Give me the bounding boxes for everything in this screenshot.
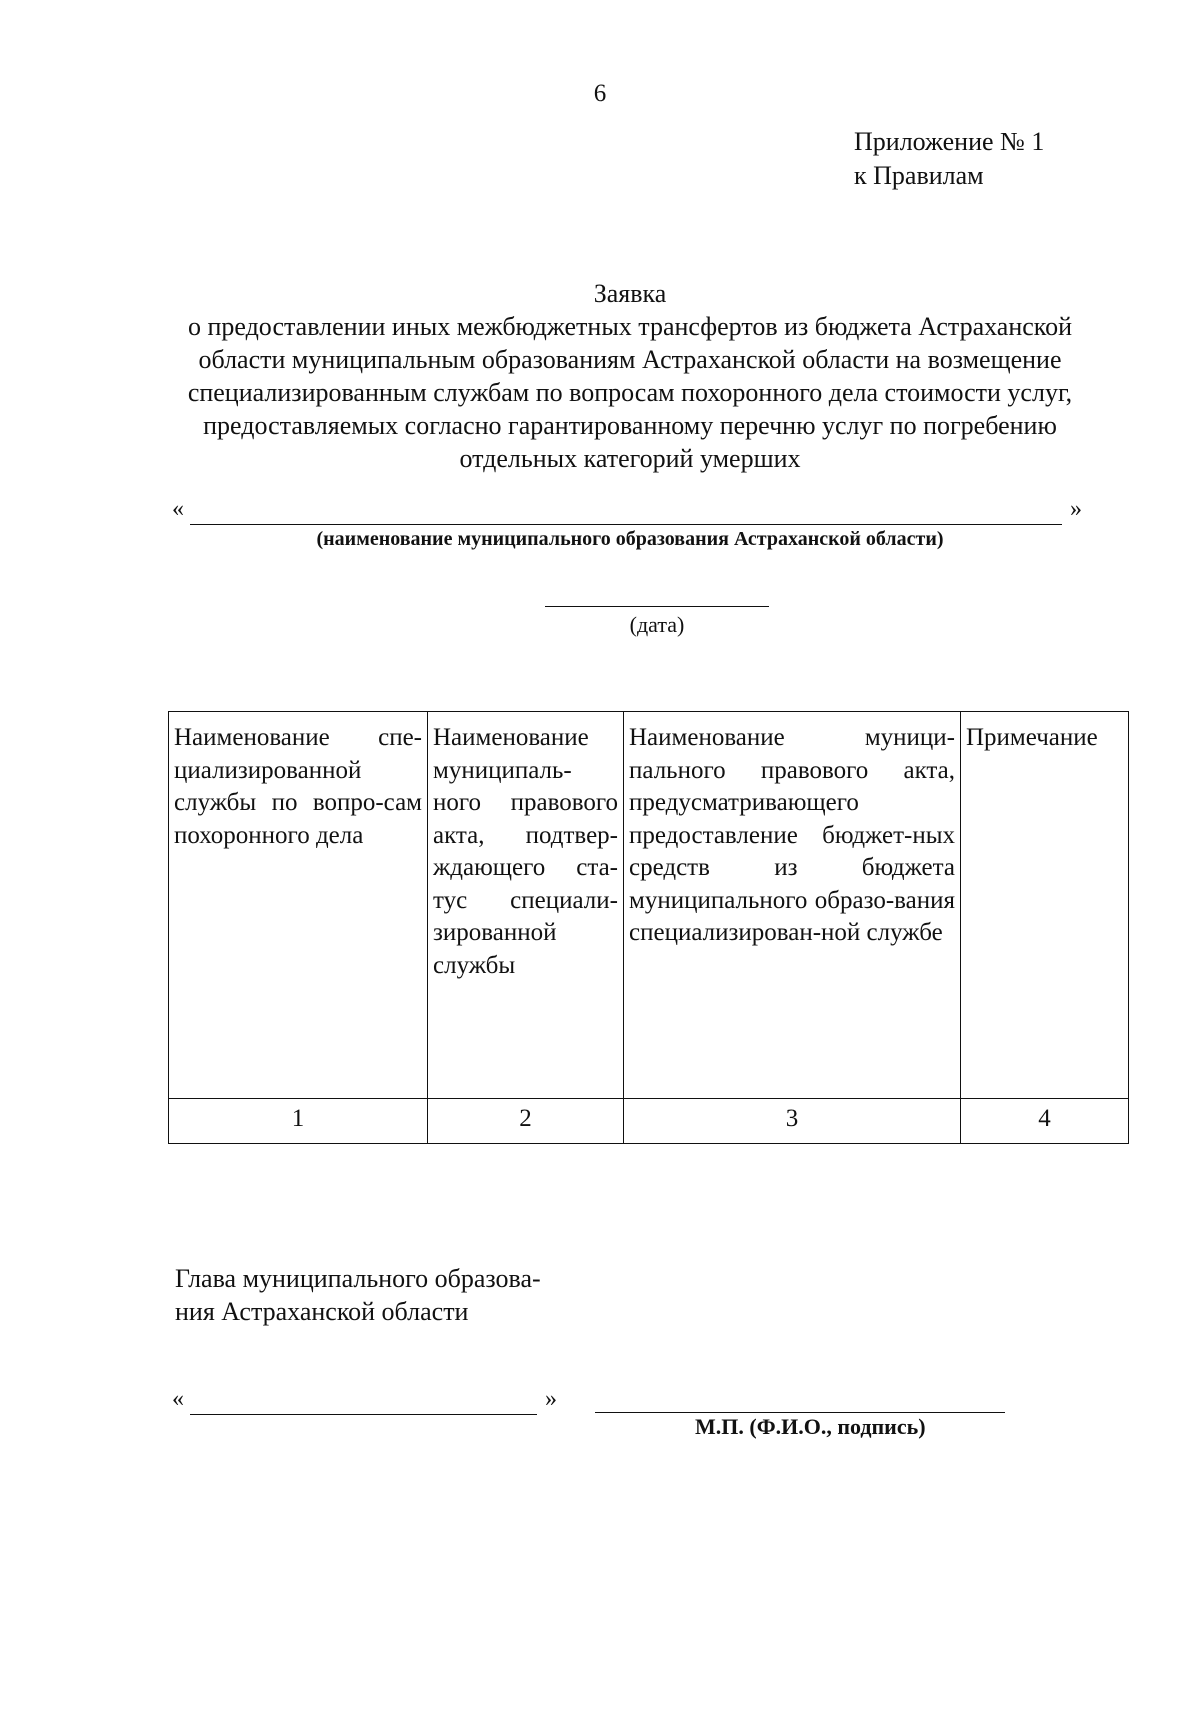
signature-caption: М.П. (Ф.И.О., подпись)	[695, 1414, 926, 1439]
column-number: 4	[961, 1099, 1129, 1144]
close-quote: »	[545, 1386, 557, 1412]
page-number: 6	[593, 80, 607, 107]
table-number-row	[169, 1099, 1129, 1144]
header-text: Наименование муниципаль-ного правового акта, подтвер-ждающего ста-тус специали-зированной службы	[433, 724, 618, 979]
header-cell-note	[961, 712, 1129, 1099]
annex-rules: к Правилам	[854, 161, 984, 190]
table-header-row	[169, 712, 1129, 1099]
date-field[interactable]	[545, 606, 769, 607]
municipality-caption: (наименование муниципального образования Астраханской области)	[316, 528, 944, 550]
header-cell-funding-act	[624, 712, 961, 1099]
close-quote: »	[1070, 496, 1082, 522]
header-text: Примечание	[966, 724, 1098, 751]
municipality-blank-line	[190, 524, 1062, 525]
signature-field[interactable]	[595, 1412, 1005, 1413]
document-title	[150, 277, 1110, 475]
title-line: о предоставлении иных межбюджетных трансфертов из бюджета Астраханской	[187, 312, 1073, 341]
header-text: Наименование муници-пального правового акта, предусматривающего предоставление бюджет-ных средств из бюджета муниципального образо-вания специализирован-ной службе	[629, 724, 955, 946]
header-text: Наименование спе-циализированной службы по вопро-сам похоронного дела	[174, 724, 422, 849]
signatory-blank-line	[190, 1414, 537, 1415]
signatory-line: Глава муниципального образова-	[175, 1264, 541, 1293]
signatory-title	[175, 1262, 541, 1328]
title-line: предоставляемых согласно гарантированному перечню услуг по погребению	[203, 411, 1057, 440]
header-cell-service-name	[169, 712, 428, 1099]
annex-number: Приложение № 1	[854, 127, 1045, 156]
header-cell-status-act	[428, 712, 624, 1099]
open-quote: «	[172, 496, 184, 522]
application-table	[168, 711, 1129, 1144]
column-number: 1	[169, 1099, 428, 1144]
open-quote: «	[172, 1386, 184, 1412]
title-line: отдельных категорий умерших	[459, 444, 801, 473]
column-number: 3	[624, 1099, 961, 1144]
signatory-line: ния Астраханской области	[175, 1297, 469, 1326]
signatory-name-field[interactable]	[172, 1386, 557, 1420]
municipality-name-field[interactable]	[172, 496, 1082, 530]
title-heading: Заявка	[593, 279, 667, 308]
date-caption: (дата)	[629, 612, 685, 637]
title-line: специализированным службам по вопросам похоронного дела стоимости услуг,	[187, 378, 1073, 407]
title-line: области муниципальным образованиям Астраханской области на возмещение	[198, 345, 1062, 374]
annex-reference	[854, 125, 1044, 193]
column-number: 2	[428, 1099, 624, 1144]
